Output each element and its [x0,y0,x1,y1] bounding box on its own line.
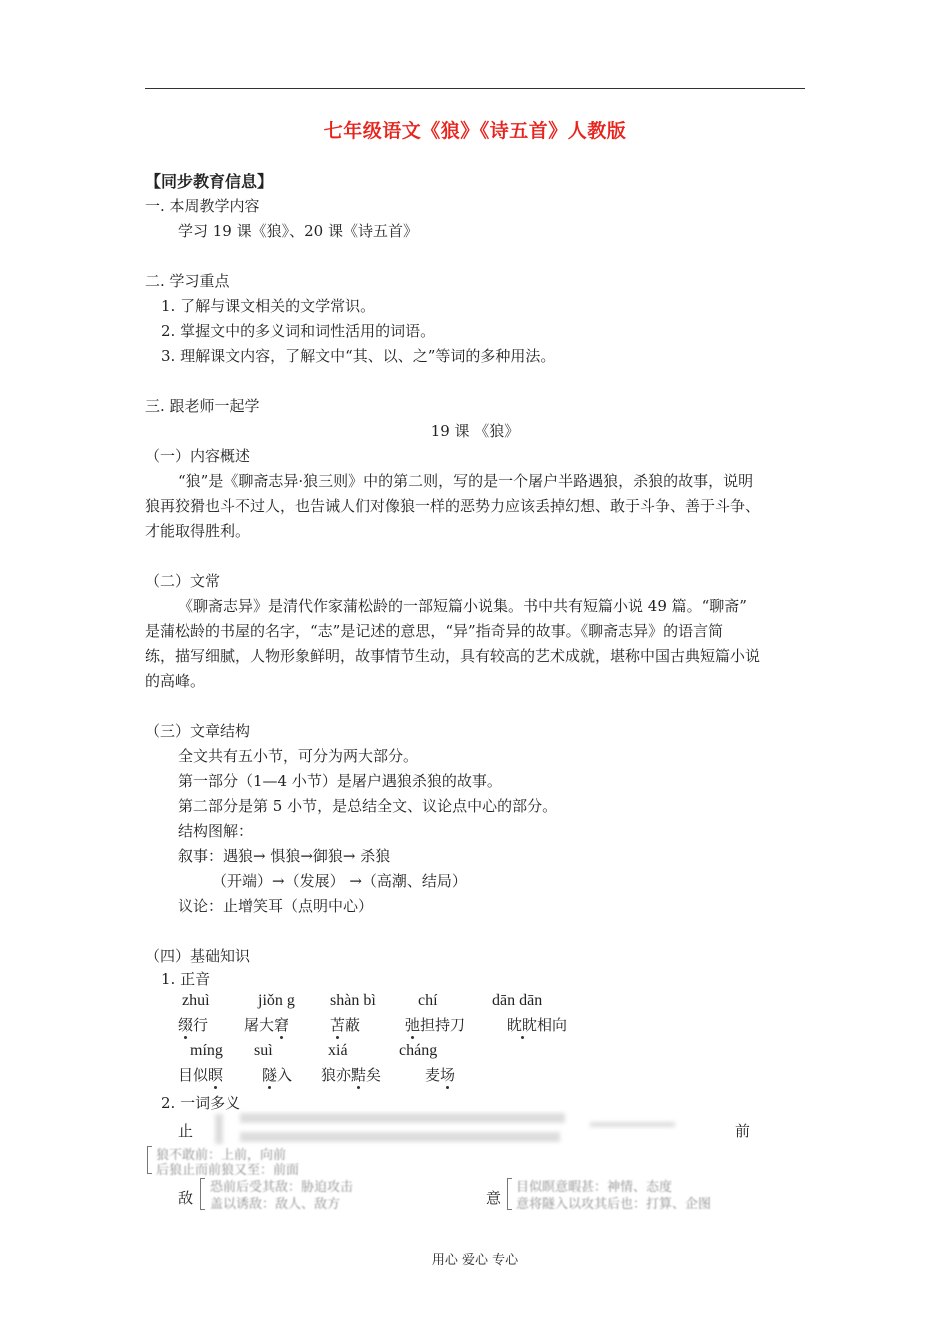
pronunciation-heading: 1. 正音 [161,970,211,988]
structure-stages: （开端）→（发展） →（高潮、结局） [212,872,467,890]
paragraph-line: 全文共有五小节，可分为两大部分。 [178,747,419,765]
paragraph-line: “狼”是《聊斋志异·狼三则》中的第二则，写的是一个屠户半路遇狼，杀狼的故事，说明 [178,472,754,490]
brace [200,1178,205,1210]
paragraph-line: 才能取得胜利。 [145,522,251,540]
pinyin: jiǒn g [258,992,295,1009]
section-1-body: 学习 19 课《狼》、20 课《诗五首》 [178,222,418,240]
faded-line: 目似瞑意暇甚：神情、态度 [516,1180,673,1195]
polysemy-heading: 2. 一词多义 [161,1094,241,1112]
word-item: 屠大窘 [244,1016,290,1034]
polysemy-word-end: 前 [735,1122,751,1140]
pinyin: zhuì [182,992,210,1009]
faded-line: 狼不敢前：上前，向前 [156,1148,287,1163]
word-item: 眈眈相向 [507,1016,568,1034]
brace [507,1178,512,1210]
brace [147,1146,152,1174]
word-item: 缀行 [178,1016,209,1034]
word-item: 狼亦黠矣 [321,1066,382,1084]
paragraph-line: 第二部分是第 5 小节，是总结全文、议论点中心的部分。 [178,797,558,815]
faded-line: 盖以诱敌：敌人、敌方 [210,1197,341,1212]
page-title: 七年级语文《狼》《诗五首》人教版 [323,120,627,142]
faded-line: 后狼止而前狼又至：前面 [156,1163,300,1178]
polysemy-word: 意 [486,1189,502,1207]
page-footer: 用心 爱心 专心 [431,1253,519,1268]
structure-narrative: 叙事：遇狼→ 惧狼→御狼→ 杀狼 [178,847,391,865]
list-item: 3. 理解课文内容，了解文中“其、以、之”等词的多种用法。 [161,347,556,365]
part-1-heading: （一）内容概述 [145,447,251,465]
scan-artifact [240,1132,560,1142]
paragraph-line: 练，描写细腻，人物形象鲜明，故事情节生动，具有较高的艺术成就，堪称中国古典短篇小说 [145,647,761,665]
part-3-heading: （三）文章结构 [145,722,251,740]
part-2-heading: （二）文常 [145,572,221,590]
pinyin: dān dān [492,992,543,1009]
word-item: 目似瞑 [178,1066,224,1084]
paragraph-line: 第一部分（1—4 小节）是屠户遇狼杀狼的故事。 [178,772,502,790]
paragraph-line: 《聊斋志异》是清代作家蒲松龄的一部短篇小说集。书中共有短篇小说 49 篇。“聊斋” [178,597,747,615]
paragraph-line: 的高峰。 [145,672,206,690]
pinyin: chí [418,992,438,1009]
list-item: 1. 了解与课文相关的文学常识。 [161,297,376,315]
faded-line: 恐前后受其敌：胁迫攻击 [210,1180,354,1195]
polysemy-word: 止 [178,1122,194,1140]
pinyin: míng [190,1042,223,1059]
pinyin: shàn bì [330,992,376,1009]
pinyin: cháng [399,1042,438,1059]
pinyin: xiá [328,1042,348,1059]
paragraph-line: 结构图解： [178,822,254,840]
scan-artifact [240,1113,565,1123]
section-3-heading: 三. 跟老师一起学 [145,397,260,415]
pinyin: suì [254,1042,273,1059]
section-2-heading: 二. 学习重点 [145,272,230,290]
lesson-title: 19 课 《狼》 [430,422,520,440]
paragraph-line: 是蒲松龄的书屋的名字，“志”是记述的意思，“异”指奇异的故事。《聊斋志异》的语言简 [145,622,724,640]
scan-artifact [215,1114,223,1144]
structure-argument: 议论：止增笑耳（点明中心） [178,897,374,915]
section-1-heading: 一. 本周教学内容 [145,197,260,215]
word-item: 弛担持刀 [405,1016,466,1034]
section-heading: 【同步教育信息】 [145,172,274,191]
scan-artifact [590,1122,675,1127]
faded-line: 意将隧入以攻其后也：打算、企图 [516,1197,712,1212]
part-4-heading: （四）基础知识 [145,947,251,965]
polysemy-word: 敌 [178,1189,194,1207]
word-item: 苫蔽 [330,1016,361,1034]
paragraph-line: 狼再狡猾也斗不过人，也告诫人们对像狼一样的恶势力应该丢掉幻想、敢于斗争、善于斗争、 [145,497,761,515]
header-rule [145,88,805,89]
word-item: 隧入 [262,1066,293,1084]
word-item: 麦场 [425,1066,456,1084]
list-item: 2. 掌握文中的多义词和词性活用的词语。 [161,322,436,340]
